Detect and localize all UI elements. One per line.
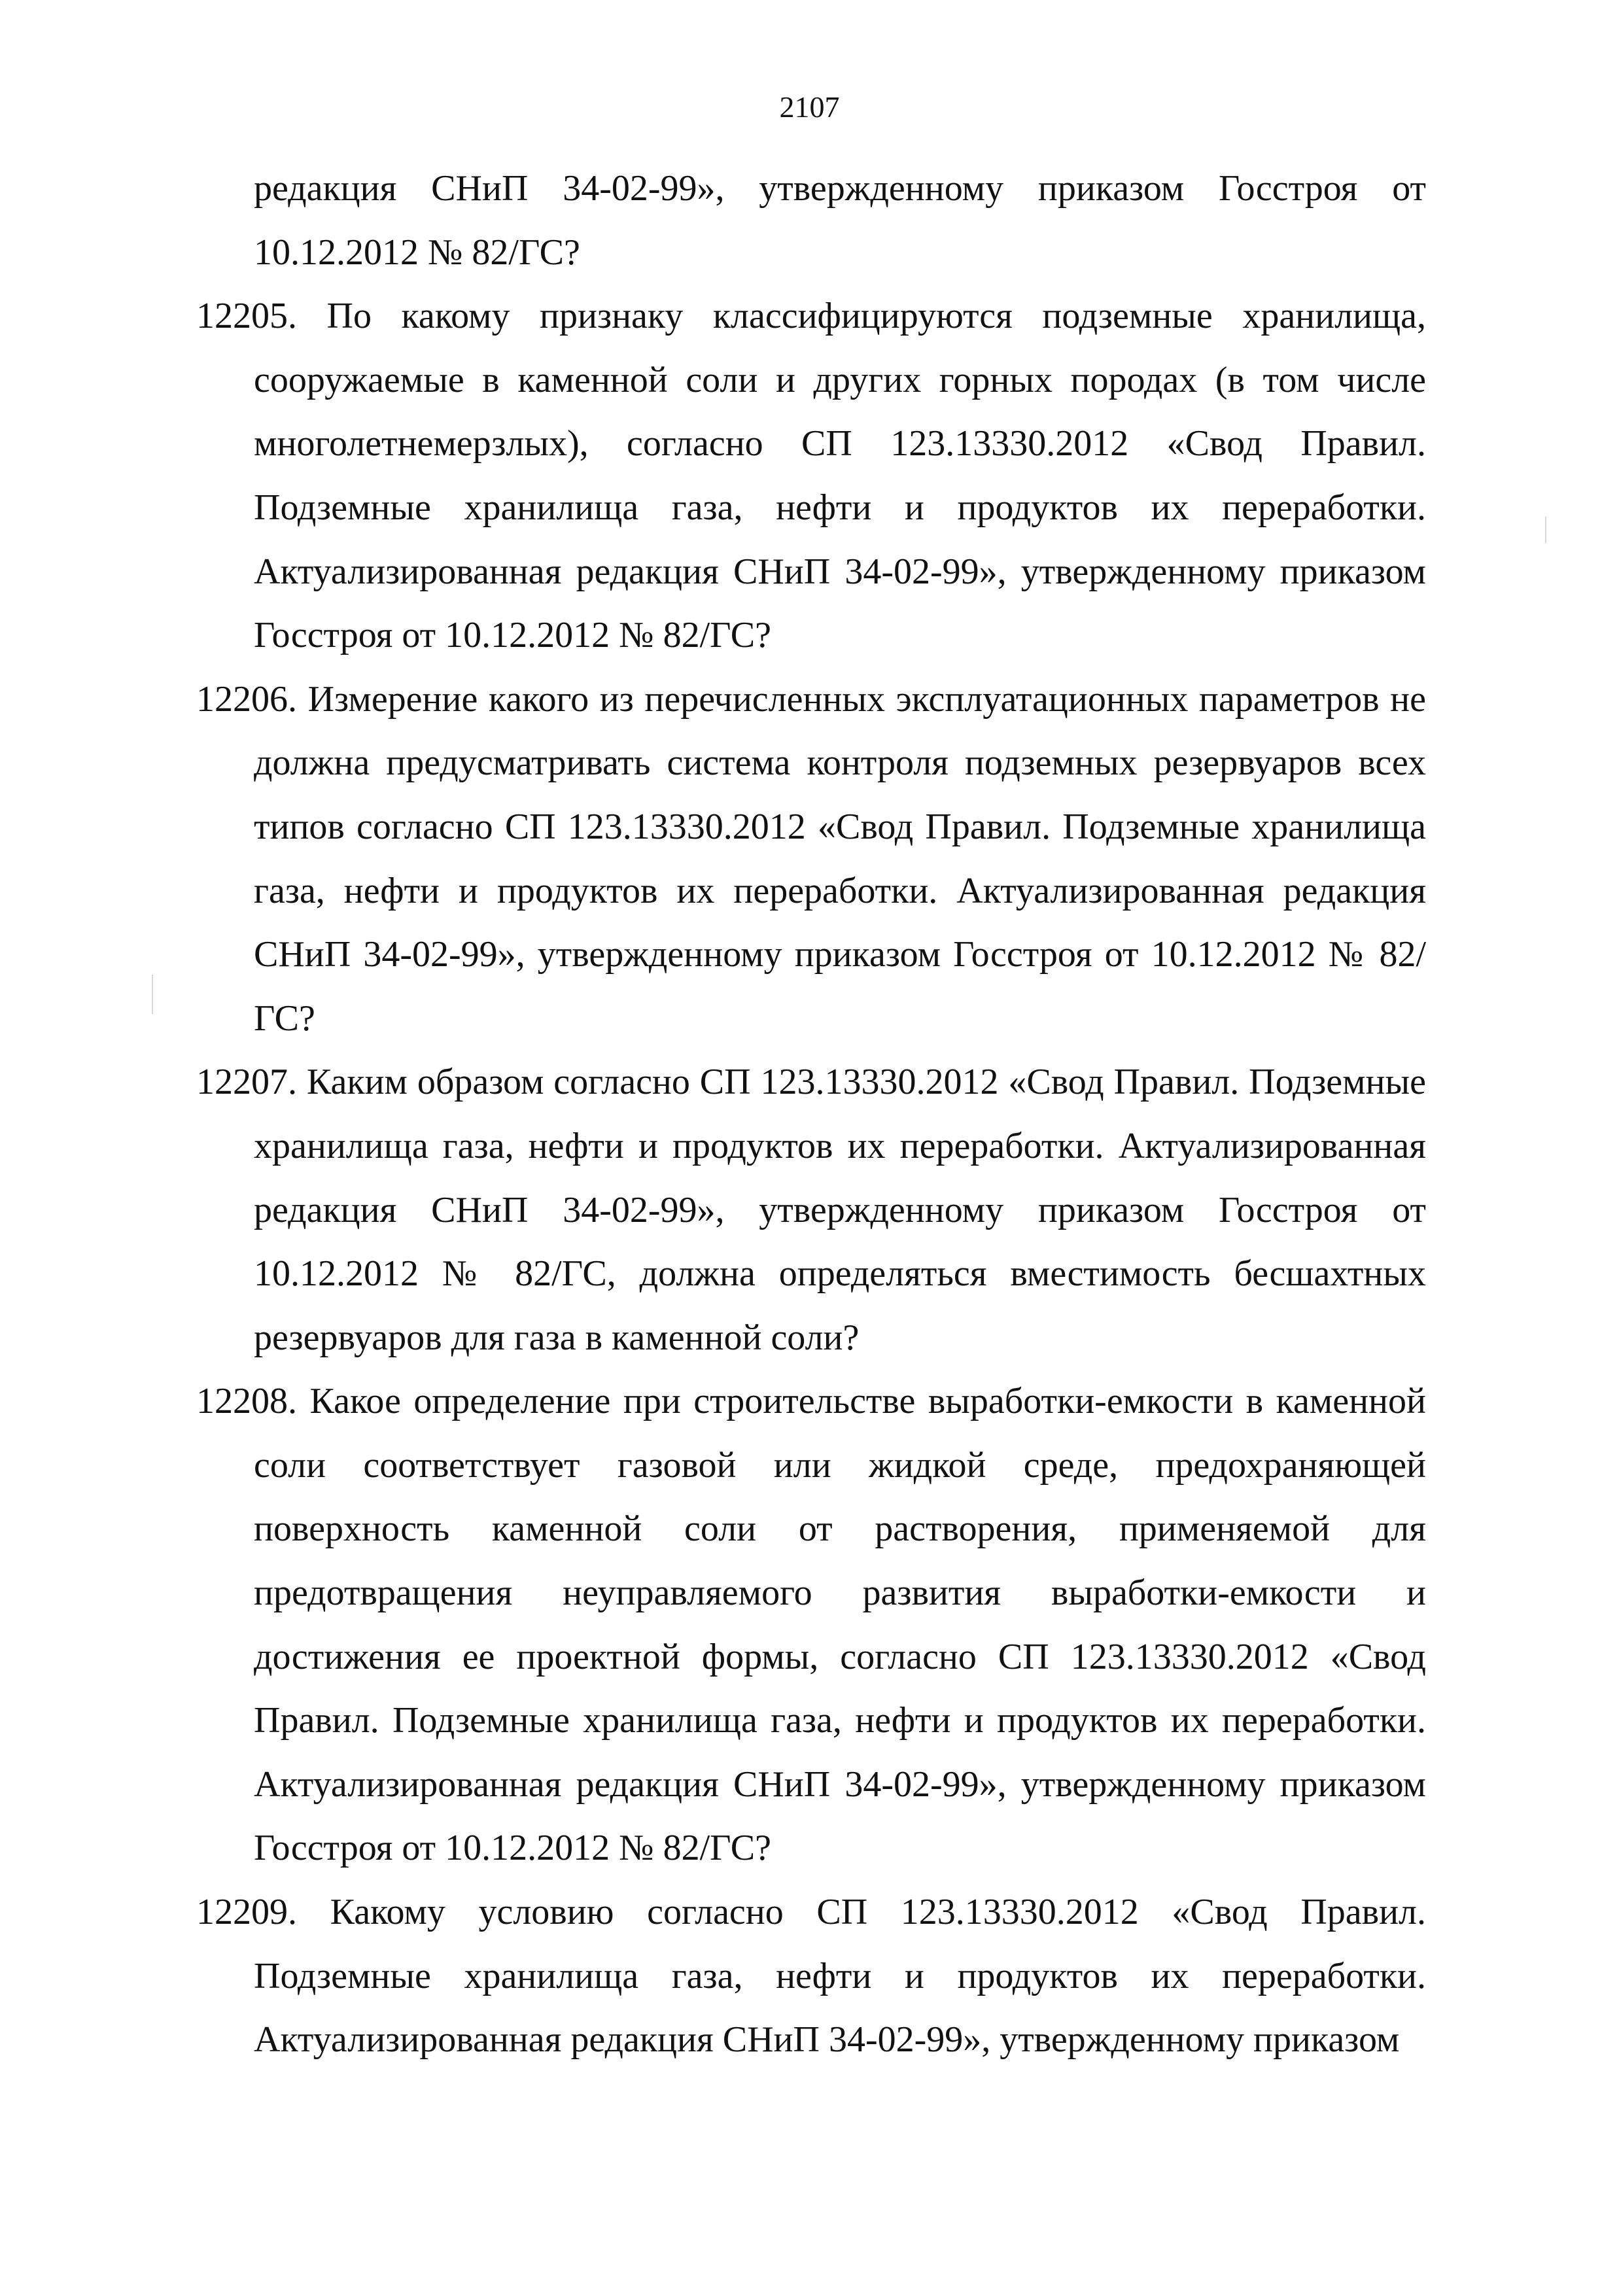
continuation-paragraph: редакция СНиП 34-02-99», утвержденному приказом Госстроя от 10.12.2012 № 82/ГС? bbox=[254, 168, 1426, 273]
question-text: По какому признаку классифицируются подземные хранилища, сооружаемые в каменной соли и других горных породах (в том числе многолетнемерзлых), согласно СП 123.13330.2012 «Свод Правил. Подземные хранилища газа, нефти и продуктов их переработки. Актуализированная редакция СНиП 34-02-99», утвержденному приказом Госстроя от 10.12.2012 № 82/ГС? bbox=[254, 296, 1427, 656]
question-12207 bbox=[196, 1051, 1426, 1370]
question-12208 bbox=[196, 1370, 1426, 1881]
scan-edge-mark bbox=[1545, 517, 1546, 543]
question-text: Каким образом согласно СП 123.13330.2012 «Свод Правил. Подземные хранилища газа, нефти и продуктов их переработки. Актуализированная редакция СНиП 34-02-99», утвержденному приказом Госстроя от 10.12.2012 № 82/ГС, должна определяться вместимость бесшахтных резервуаров для газа в каменной соли? bbox=[254, 1062, 1426, 1358]
question-number: 12209. bbox=[196, 1892, 297, 1933]
question-number: 12206. bbox=[196, 678, 297, 720]
document-body bbox=[196, 157, 1426, 2072]
question-12205 bbox=[196, 285, 1426, 668]
question-number: 12207. bbox=[196, 1062, 297, 1103]
question-12206 bbox=[196, 668, 1426, 1051]
question-text: Какое определение при строительстве выработки-емкости в каменной соли соответствует газовой или жидкой среде, предохраняющей поверхность каменной соли от растворения, применяемой для предотвращения неуправляемого развития выработки-емкости и достижения ее проектной формы, согласно СП 123.13330.2012 «Свод Правил. Подземные хранилища газа, нефти и продуктов их переработки. Актуализированная редакция СНиП 34-02-99», утвержденному приказом Госстроя от 10.12.2012 № 82/ГС? bbox=[254, 1381, 1426, 1869]
question-text: Какому условию согласно СП 123.13330.2012 «Свод Правил. Подземные хранилища газа, нефти и продуктов их переработки. Актуализированная редакция СНиП 34-02-99», утвержденному приказом bbox=[254, 1892, 1427, 2061]
question-number: 12205. bbox=[196, 296, 297, 337]
question-text: Измерение какого из перечисленных эксплуатационных параметров не должна предусматривать система контроля подземных резервуаров всех типов согласно СП 123.13330.2012 «Свод Правил. Подземные хранилища газа, нефти и продуктов их переработки. Актуализированная редакция СНиП 34-02-99», утвержденному приказом Госстроя от 10.12.2012 № 82/ГС? bbox=[254, 678, 1427, 1039]
page-number: 2107 bbox=[779, 90, 840, 124]
scan-edge-mark bbox=[152, 975, 153, 1014]
question-12209 bbox=[196, 1881, 1426, 2072]
question-number: 12208. bbox=[196, 1381, 297, 1422]
